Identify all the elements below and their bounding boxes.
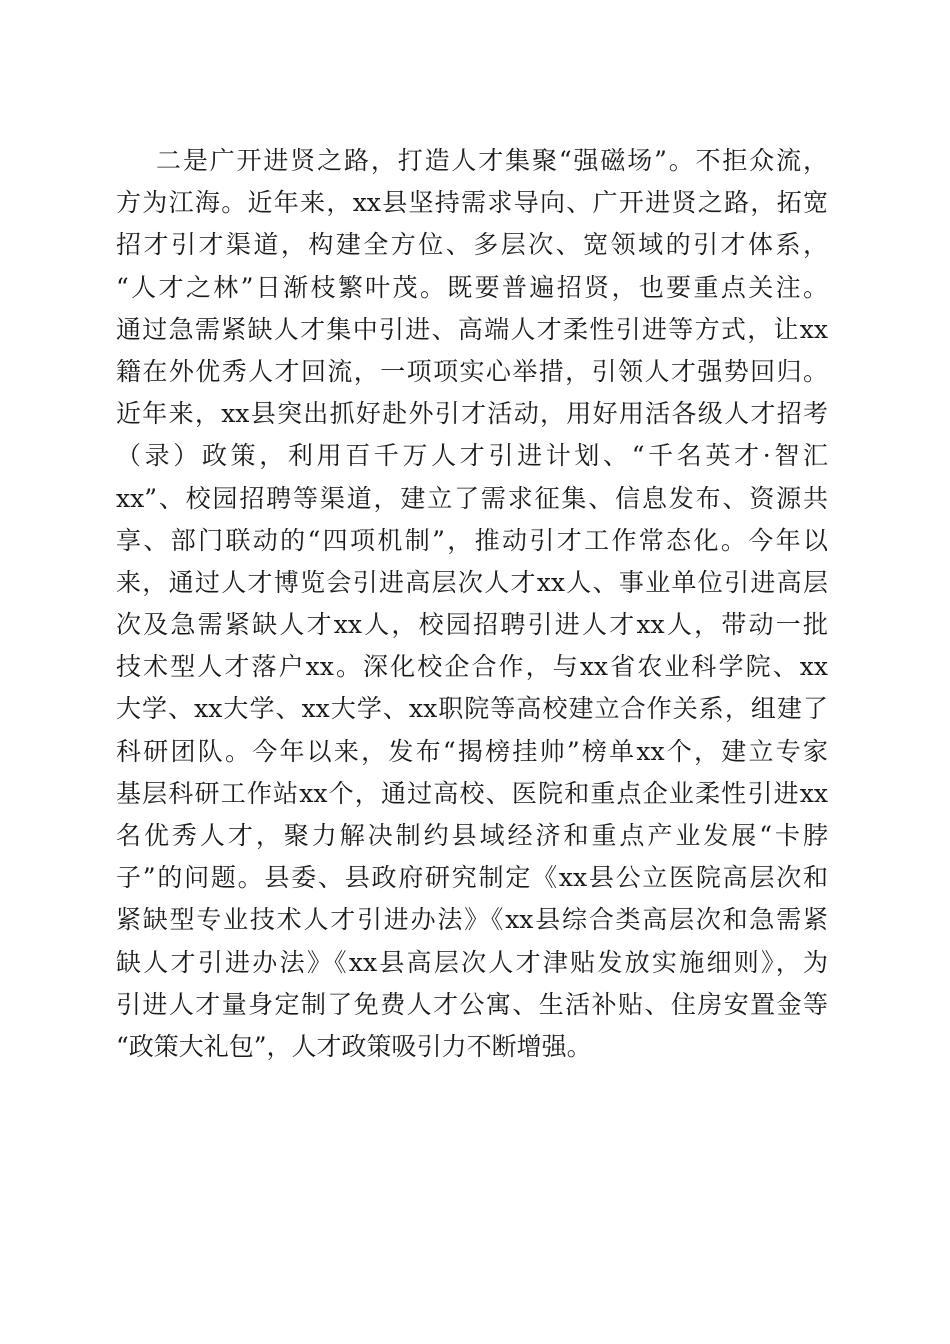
paragraph-line: 招才引才渠道，构建全方位、多层次、宽领域的引才体系， (116, 230, 828, 260)
paragraph-line: “政策大礼包”，人才政策吸引力不断增强。 (116, 1031, 592, 1061)
paragraph-line: 紧缺型专业技术人才引进办法》《xx县综合类高层次和急需紧 (116, 905, 828, 935)
paragraph-line: 来，通过人才博览会引进高层次人才xx人、事业单位引进高层 (116, 567, 828, 597)
paragraph-line: 近年来，xx县突出抓好赴外引才活动，用好用活各级人才招考 (116, 399, 828, 429)
paragraph-line: 子”的问题。县委、县政府研究制定《xx县公立医院高层次和 (116, 863, 828, 893)
paragraph-line: 引进人才量身定制了免费人才公寓、生活补贴、住房安置金等 (116, 989, 828, 1019)
body-paragraph (116, 140, 828, 1068)
paragraph-line: 名优秀人才，聚力解决制约县域经济和重点产业发展“卡脖 (116, 821, 828, 850)
paragraph-line: 通过急需紧缺人才集中引进、高端人才柔性引进等方式，让xx (116, 314, 828, 344)
paragraph-line: 科研团队。今年以来，发布“揭榜挂帅”榜单xx个，建立专家 (116, 736, 828, 766)
paragraph-line: 享、部门联动的“四项机制”，推动引才工作常态化。今年以 (116, 525, 828, 555)
paragraph-line: 技术型人才落户xx。深化校企合作，与xx省农业科学院、xx (116, 652, 828, 682)
paragraph-line: xx”、校园招聘等渠道，建立了需求征集、信息发布、资源共 (116, 483, 828, 513)
paragraph-line: 基层科研工作站xx个，通过高校、医院和重点企业柔性引进xx (116, 778, 828, 808)
paragraph-line: （录）政策，利用百千万人才引进计划、“千名英才·智汇 (116, 441, 828, 471)
paragraph-line: 二是广开进贤之路，打造人才集聚“强磁场”。不拒众流， (156, 146, 828, 175)
paragraph-line: 籍在外优秀人才回流，一项项实心举措，引领人才强势回归。 (116, 356, 828, 386)
paragraph-line: 方为江海。近年来，xx县坚持需求导向、广开进贤之路，拓宽 (116, 188, 828, 218)
paragraph-line: 大学、xx大学、xx大学、xx职院等高校建立合作关系，组建了 (116, 694, 828, 724)
paragraph-line: 次及急需紧缺人才xx人，校园招聘引进人才xx人，带动一批 (116, 610, 828, 640)
paragraph-line: “人才之林”日渐枝繁叶茂。既要普遍招贤，也要重点关注。 (116, 272, 828, 302)
paragraph-line: 缺人才引进办法》《xx县高层次人才津贴发放实施细则》，为 (116, 947, 828, 977)
